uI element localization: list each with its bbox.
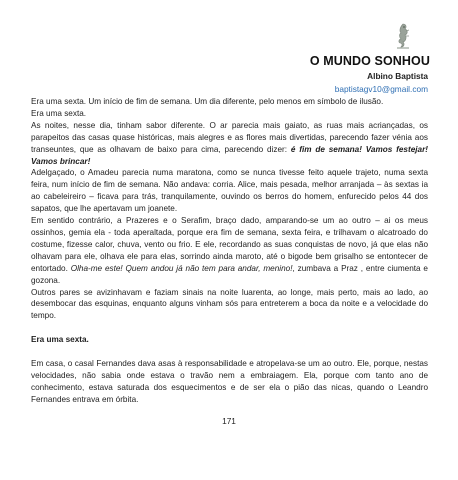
- document-title: O MUNDO SONHOU: [309, 54, 430, 68]
- seahorse-emblem-icon: [394, 22, 412, 50]
- italic-quote: Olha-me este! Quem andou já não tem para andar, menino!: [70, 263, 293, 273]
- paragraph-spacer: [31, 322, 428, 334]
- paragraph: [31, 120, 428, 168]
- emphasized-quote: é fim de semana! Vamos festejar! Vamos brincar!: [31, 144, 428, 166]
- paragraph: Outros pares se avizinhavam e faziam sinais na noite luarenta, ao longe, mais perto, mais ao lado, ao desembocar das esquinas, enquanto alguns vinham sós para entreterem a boca da noite e a velocidade do tempo.: [31, 287, 428, 321]
- paragraph-text: As noites, nesse dia, tinham sabor diferente. O ar parecia mais gaiato, as ruas mais acriançadas, os parapeitos das casas quase históricas, mais alegres e as flores mais divertidas, parecendo fazer vénia aos transeuntes, que as olhavam de baixo para cima, parecendo dizer:: [31, 120, 428, 154]
- paragraph: Em casa, o casal Fernandes dava asas à responsabilidade e atropelava-se um ao outro. Ele, porque, nestas velocidades, não sabia onde estava o travão nem a embraiagem. Ela, porque com tanto ano de conhecimento, estava saturada dos esquecimentos e de ser ela o pião das nicas, quando o Leandro Fernandes entrava em órbita.: [31, 359, 428, 404]
- paragraph: Era uma sexta. Um início de fim de semana. Um dia diferente, pelo menos em símbolo de ilusão.: [31, 97, 384, 106]
- paragraph: Adelgaçado, o Amadeu parecia numa maratona, como se nunca tivesse feito aquele trajeto, numa sexta feira, num início de fim de semana. Não andava: corria. Alice, mais pesada, melhor arranjada – às sextas ia ao cabeleireiro – ficava para trás, tranquilamente, ouvindo os berros do homem, enfurecido pelos 44 dos sapatos, que lhe apertavam um joanete.: [31, 168, 428, 214]
- paragraph: Era uma sexta.: [31, 108, 87, 118]
- paragraph: [31, 215, 428, 286]
- author-email-link[interactable]: baptistagv10@gmail.com: [334, 84, 428, 94]
- section-heading: Era uma sexta.: [31, 335, 89, 345]
- paragraph-text: Em sentido contrário, a Prazeres e o Serafim, braço dado, amparando-se um ao outro – ai os meus ossinhos, gemia ela - toda aperaltada, porque era fim de semana, sexta feira, e trilhavam o alcatroado do costume, fizesse calor, chuva, vento ou frio. E ele, recordando as suas conquistas de novo, já que elas não olhavam para ele, olhava ele para elas, sorrindo ainda maroto, até o bigode bem grisalho se entontecer de entortado.: [31, 216, 428, 273]
- page-number: 171: [222, 416, 236, 426]
- paragraph-text: , zumbava a Praz , entre ciumenta e gozona.: [31, 263, 428, 285]
- paragraph-spacer: [31, 346, 428, 358]
- story-text: [31, 96, 428, 406]
- author-name: Albino Baptista: [367, 71, 428, 81]
